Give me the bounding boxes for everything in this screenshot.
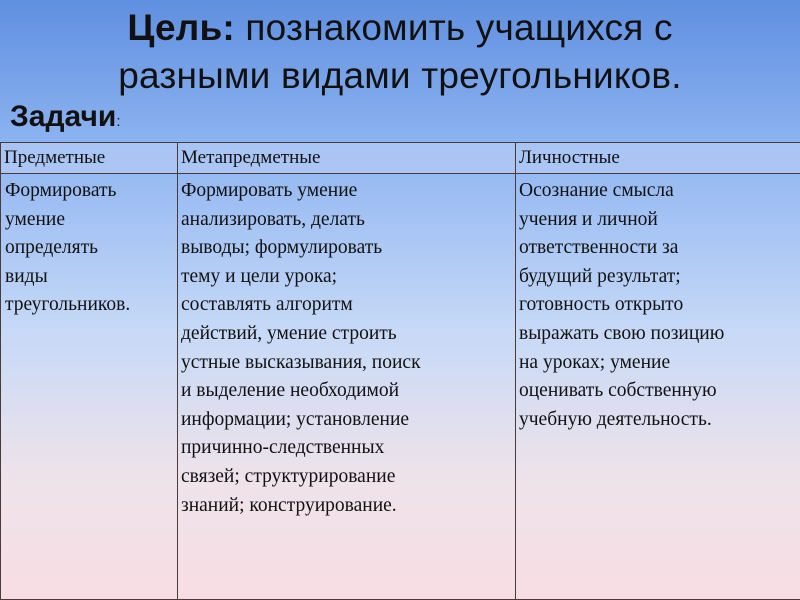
table-row (1, 174, 800, 600)
header-subject: Предметные (1, 143, 178, 174)
cell-line: составлять алгоритм (181, 294, 353, 316)
cell-line: тему и цели урока; (181, 265, 338, 287)
cell-line: оценивать собственную (519, 380, 717, 402)
header-metasubject: Метапредметные (178, 143, 516, 174)
cell-line: учения и личной (519, 208, 658, 230)
cell-line: ответственности за (519, 237, 679, 259)
cell-line: выражать свою позицию (519, 322, 725, 344)
header-personal: Личностные (516, 143, 800, 174)
table-header-row (1, 143, 800, 174)
cell-line: треугольников. (5, 294, 131, 316)
tasks-heading-label: Задачи (10, 100, 117, 133)
title-goal-text: познакомить учащихся с (234, 7, 673, 48)
cell-line: и выделение необходимой (181, 380, 400, 402)
title-line-1 (0, 4, 800, 52)
title-line-2: разными видами треугольников. (118, 55, 682, 96)
cell-line: на уроках; умение (519, 351, 671, 373)
cell-line: готовность открыто (519, 294, 684, 316)
cell-line: знаний; конструирование. (181, 494, 397, 516)
title-goal-label: Цель: (127, 7, 235, 48)
cell-metasubject (178, 174, 516, 600)
cell-line: связей; структурирование (181, 465, 396, 487)
cell-line: определять (5, 237, 99, 259)
cell-line: выводы; формулировать (181, 237, 383, 259)
cell-line: причинно-следственных (181, 437, 385, 459)
cell-line: информации; установление (181, 408, 410, 430)
cell-line: виды (5, 265, 48, 287)
cell-line: Формировать (5, 180, 117, 201)
cell-line: умение (5, 208, 66, 230)
slide-title (0, 4, 800, 100)
cell-line: действий, умение строить (181, 322, 397, 344)
tasks-heading-colon: : (116, 113, 121, 130)
cell-line: анализировать, делать (181, 208, 365, 230)
tasks-table (0, 142, 800, 600)
cell-line: будущий результат; (519, 265, 681, 287)
cell-line: устные высказывания, поиск (181, 351, 421, 373)
cell-line: учебную деятельность. (519, 408, 712, 430)
cell-personal (516, 174, 800, 600)
tasks-heading (10, 99, 121, 140)
cell-line: Формировать умение (181, 180, 358, 201)
cell-line: Осознание смысла (519, 180, 674, 201)
cell-subject (1, 174, 178, 600)
